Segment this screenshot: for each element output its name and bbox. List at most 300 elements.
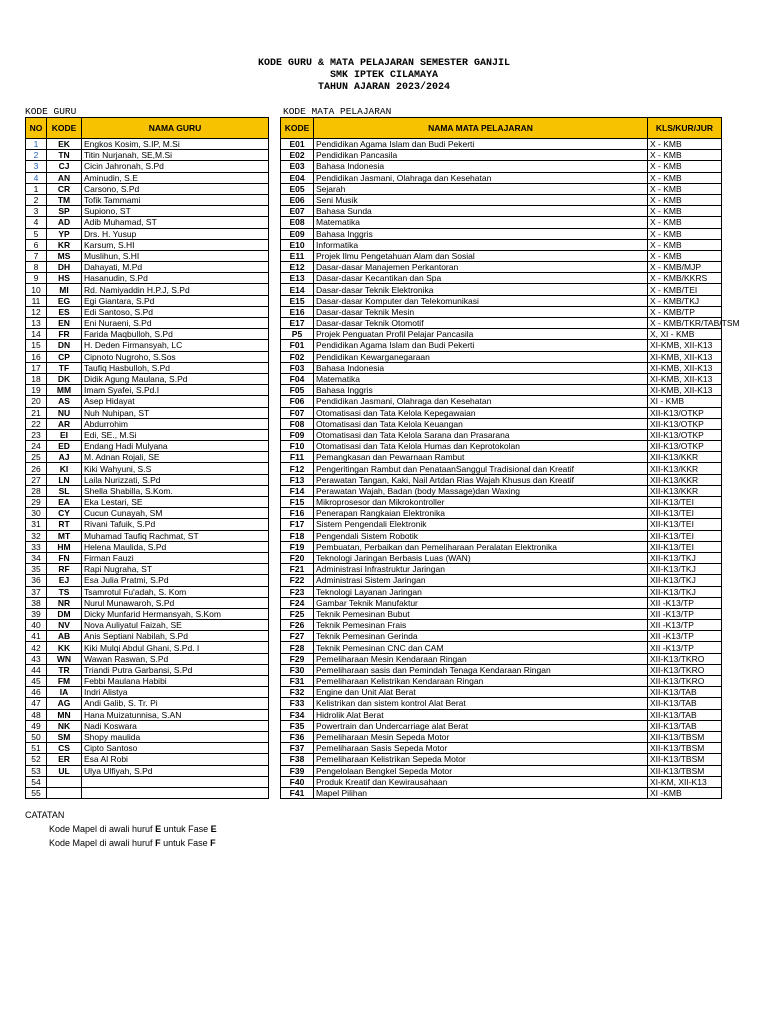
guru-cell-no: 44 (26, 664, 47, 675)
guru-cell-no: 21 (26, 407, 47, 418)
mapel-cell-kls: XII-K13/OTKP (648, 429, 722, 440)
guru-cell-nama: Cipto Santoso (82, 743, 269, 754)
guru-cell-nama: Laila Nurizzati, S.Pd (82, 474, 269, 485)
mapel-cell-nama: Mikroprosesor dan Mikrokontroller (314, 497, 648, 508)
document-title (0, 58, 768, 94)
guru-cell-kode: SM (47, 731, 82, 742)
guru-cell-kode: TS (47, 586, 82, 597)
guru-cell-nama: Eka Lestari, SE (82, 497, 269, 508)
guru-cell-nama: M. Adnan Rojali, SE (82, 452, 269, 463)
guru-cell-nama: Ulya Ulfiyah, S.Pd (82, 765, 269, 776)
guru-cell-kode: ED (47, 441, 82, 452)
mapel-cell-nama: Matematika (314, 217, 648, 228)
guru-cell-no: 11 (26, 295, 47, 306)
guru-table (25, 117, 269, 799)
guru-cell-kode: KI (47, 463, 82, 474)
mapel-cell-nama: Produk Kreatif dan Kewirausahaan (314, 776, 648, 787)
mapel-cell-nama: Bahasa Inggris (314, 385, 648, 396)
mapel-cell-kls: XII-K13/TAB (648, 720, 722, 731)
mapel-cell-kls: X - KMB (648, 150, 722, 161)
guru-cell-nama: H. Deden Firmansyah, LC (82, 340, 269, 351)
guru-cell-no: 35 (26, 564, 47, 575)
mapel-cell-kode: F20 (281, 552, 314, 563)
mapel-cell-kls: XII-K13/OTKP (648, 407, 722, 418)
mapel-cell-kode: F08 (281, 418, 314, 429)
mapel-cell-kode: F07 (281, 407, 314, 418)
mapel-cell-nama: Sistem Pengendali Elektronik (314, 519, 648, 530)
guru-cell-no: 20 (26, 396, 47, 407)
mapel-cell-kode: F35 (281, 720, 314, 731)
mapel-cell-kls: XII-K13/TKJ (648, 564, 722, 575)
mapel-cell-kls: XI-KMB, XII-K13 (648, 351, 722, 362)
mapel-cell-nama: Dasar-dasar Teknik Mesin (314, 306, 648, 317)
guru-cell-no: 1 (26, 183, 47, 194)
guru-cell-no: 41 (26, 631, 47, 642)
mapel-cell-kode: F39 (281, 765, 314, 776)
table-row (26, 217, 269, 228)
guru-cell-nama: Triandi Putra Garbansi, S.Pd (82, 664, 269, 675)
mapel-cell-nama: Teknik Pemesinan CNC dan CAM (314, 642, 648, 653)
mapel-cell-kls: XII-K13/TKJ (648, 575, 722, 586)
guru-cell-nama: Tsamrotul Fu'adah, S. Kom (82, 586, 269, 597)
mapel-cell-kode: E07 (281, 206, 314, 217)
mapel-cell-nama: Pemeliharaan Kelistrikan Sepeda Motor (314, 754, 648, 765)
mapel-cell-kode: F26 (281, 620, 314, 631)
mapel-cell-nama: Otomatisasi dan Tata Kelola Sarana dan Prasarana (314, 429, 648, 440)
guru-cell-nama: Asep Hidayat (82, 396, 269, 407)
mapel-cell-nama: Perawatan Wajah, Badan (body Massage)dan Waxing (314, 485, 648, 496)
guru-cell-nama: Nurul Munawaroh, S.Pd (82, 597, 269, 608)
mapel-cell-kode: E09 (281, 228, 314, 239)
table-row (26, 150, 269, 161)
mapel-cell-nama: Otomatisasi dan Tata Kelola Kepegawaian (314, 407, 648, 418)
guru-cell-nama: Indri Alistya (82, 687, 269, 698)
mapel-cell-nama: Pendidikan Pancasila (314, 150, 648, 161)
guru-cell-kode: DH (47, 262, 82, 273)
guru-cell-kode: CP (47, 351, 82, 362)
table-row (26, 485, 269, 496)
table-row (26, 385, 269, 396)
mapel-cell-kode: F03 (281, 362, 314, 373)
title-line-3: TAHUN AJARAN 2023/2024 (317, 82, 451, 93)
mapel-cell-nama: Administrasi Sistem Jaringan (314, 575, 648, 586)
guru-cell-no: 34 (26, 552, 47, 563)
table-row (281, 709, 722, 720)
mapel-cell-kls: XII-K13/TKJ (648, 586, 722, 597)
table-row (281, 653, 722, 664)
guru-cell-nama: Abdurrohim (82, 418, 269, 429)
mapel-cell-nama: Pengelolaan Bengkel Sepeda Motor (314, 765, 648, 776)
guru-cell-nama: Anis Septiani Nabilah, S.Pd (82, 631, 269, 642)
mapel-cell-kode: F06 (281, 396, 314, 407)
guru-cell-kode: TN (47, 150, 82, 161)
guru-cell-nama: Nuh Nuhipan, ST (82, 407, 269, 418)
mapel-cell-kls: XII -K13/TP (648, 608, 722, 619)
note-text: Kode Mapel di awali huruf (49, 824, 156, 834)
guru-cell-kode: FN (47, 552, 82, 563)
mapel-cell-nama: Penerapan Rangkaian Elektronika (314, 508, 648, 519)
mapel-cell-nama: Informatika (314, 239, 648, 250)
table-row (26, 194, 269, 205)
table-row (26, 743, 269, 754)
guru-cell-kode: TR (47, 664, 82, 675)
mapel-cell-kls: X - KMB (648, 194, 722, 205)
table-row (26, 452, 269, 463)
note-text: untuk Fase (160, 838, 211, 848)
mapel-cell-kode: F13 (281, 474, 314, 485)
mapel-cell-nama: Pendidikan Kewarganegaraan (314, 351, 648, 362)
table-row (281, 720, 722, 731)
table-row (26, 709, 269, 720)
table-row (281, 642, 722, 653)
guru-cell-kode: NU (47, 407, 82, 418)
guru-cell-no: 3 (26, 161, 47, 172)
guru-cell-nama: Hasanudin, S.Pd (82, 273, 269, 284)
mapel-cell-nama: Pemeliharaan sasis dan Pemindah Tenaga Kendaraan Ringan (314, 664, 648, 675)
mapel-cell-nama: Matematika (314, 373, 648, 384)
guru-cell-nama (82, 776, 269, 787)
guru-cell-no: 5 (26, 228, 47, 239)
mapel-cell-kode: F04 (281, 373, 314, 384)
table-row (281, 295, 722, 306)
guru-cell-nama: Farida Maqbulloh, S.Pd (82, 329, 269, 340)
table-row (26, 765, 269, 776)
mapel-cell-nama: Pengeritingan Rambut dan PenataanSanggul Tradisional dan Kreatif (314, 463, 648, 474)
table-row (26, 295, 269, 306)
mapel-cell-kode: F15 (281, 497, 314, 508)
guru-cell-nama: Wawan Raswan, S.Pd (82, 653, 269, 664)
guru-cell-no: 38 (26, 597, 47, 608)
header-no: NO (26, 118, 47, 139)
guru-cell-no: 1 (26, 139, 47, 150)
guru-cell-kode: ES (47, 306, 82, 317)
mapel-cell-nama: Pengendali Sistem Robotik (314, 530, 648, 541)
table-row (281, 664, 722, 675)
table-row (281, 396, 722, 407)
mapel-table (280, 117, 740, 799)
mapel-cell-kls: X - KMB (648, 206, 722, 217)
table-row (26, 541, 269, 552)
table-row (281, 552, 722, 563)
mapel-cell-kls: XII-K13/TEI (648, 508, 722, 519)
guru-cell-kode: AS (47, 396, 82, 407)
table-row (281, 765, 722, 776)
mapel-cell-kode: F22 (281, 575, 314, 586)
mapel-cell-kls: XII-K13/KKR (648, 474, 722, 485)
guru-cell-no: 28 (26, 485, 47, 496)
guru-cell-nama: Esa Julia Pratmi, S.Pd (82, 575, 269, 586)
mapel-cell-nama: Otomatisasi dan Tata Kelola Keuangan (314, 418, 648, 429)
mapel-cell-nama: Perawatan Tangan, Kaki, Nail Artdan Rias Wajah Khusus dan Kreatif (314, 474, 648, 485)
guru-cell-kode: CY (47, 508, 82, 519)
guru-cell-kode: YP (47, 228, 82, 239)
table-row (26, 429, 269, 440)
table-row (26, 586, 269, 597)
table-row (26, 519, 269, 530)
table-row (281, 385, 722, 396)
table-row (26, 396, 269, 407)
header-kls-kur-jur: KLS/KUR/JUR (648, 118, 722, 139)
mapel-cell-kode: F25 (281, 608, 314, 619)
guru-cell-nama: Engkos Kosim, S.IP, M.Si (82, 139, 269, 150)
table-row (26, 664, 269, 675)
mapel-cell-nama: Pemangkasan dan Pewarnaan Rambut (314, 452, 648, 463)
mapel-cell-kode: P5 (281, 329, 314, 340)
mapel-cell-kls: X - KMB (648, 183, 722, 194)
guru-cell-nama: Taufiq Hasbulloh, S.Pd (82, 362, 269, 373)
table-row (26, 474, 269, 485)
guru-cell-no: 48 (26, 709, 47, 720)
guru-cell-no: 13 (26, 318, 47, 329)
guru-cell-kode: NR (47, 597, 82, 608)
table-row (26, 373, 269, 384)
mapel-cell-kode: F27 (281, 631, 314, 642)
table-row (281, 541, 722, 552)
table-row (281, 608, 722, 619)
table-row (26, 329, 269, 340)
guru-cell-nama: Supiono, ST (82, 206, 269, 217)
guru-cell-no: 51 (26, 743, 47, 754)
guru-cell-no: 7 (26, 250, 47, 261)
table-row (281, 441, 722, 452)
guru-cell-kode: AN (47, 172, 82, 183)
guru-cell-nama: Rd. Namiyaddin H.P.J, S.Pd (82, 284, 269, 295)
mapel-cell-kode: E14 (281, 284, 314, 295)
mapel-cell-kls: XII -K13/TP (648, 631, 722, 642)
mapel-cell-nama: Dasar-dasar Teknik Otomotif (314, 318, 648, 329)
mapel-cell-nama: Teknik Pemesinan Bubut (314, 608, 648, 619)
mapel-cell-kls: XI -KMB (648, 787, 722, 798)
mapel-cell-kode: F17 (281, 519, 314, 530)
mapel-cell-nama: Mapel Pilihan (314, 787, 648, 798)
mapel-cell-kode: F11 (281, 452, 314, 463)
table-row (26, 306, 269, 317)
guru-cell-nama: Egi Giantara, S.Pd (82, 295, 269, 306)
guru-cell-nama: Muslihun, S.HI (82, 250, 269, 261)
guru-cell-no: 22 (26, 418, 47, 429)
mapel-cell-kode: F10 (281, 441, 314, 452)
table-row (26, 228, 269, 239)
mapel-cell-kls: X - KMB (648, 239, 722, 250)
guru-cell-nama: Imam Syafei, S.Pd.I (82, 385, 269, 396)
table-row (281, 273, 722, 284)
table-row (281, 161, 722, 172)
mapel-cell-kode: E01 (281, 139, 314, 150)
mapel-cell-kls: X - KMB (648, 139, 722, 150)
table-row (26, 273, 269, 284)
guru-cell-kode: NK (47, 720, 82, 731)
guru-cell-no: 3 (26, 206, 47, 217)
table-row (26, 720, 269, 731)
mapel-cell-kls: XI-KMB, XII-K13 (648, 340, 722, 351)
table-row (281, 418, 722, 429)
guru-cell-kode: MN (47, 709, 82, 720)
mapel-cell-kls: X - KMB/KKRS (648, 273, 722, 284)
guru-cell-nama: Shopy maulida (82, 731, 269, 742)
note-phase: F (210, 838, 216, 848)
mapel-cell-kls: XII-K13/TKRO (648, 676, 722, 687)
table-row (281, 474, 722, 485)
guru-cell-kode: CS (47, 743, 82, 754)
guru-cell-kode: AD (47, 217, 82, 228)
mapel-cell-kls: XII -K13/TP (648, 620, 722, 631)
mapel-cell-kode: E17 (281, 318, 314, 329)
mapel-cell-kode: E03 (281, 161, 314, 172)
guru-cell-kode: MM (47, 385, 82, 396)
guru-cell-kode: EJ (47, 575, 82, 586)
mapel-cell-nama: Engine dan Unit Alat Berat (314, 687, 648, 698)
table-row (26, 620, 269, 631)
mapel-cell-kls: X - KMB (648, 217, 722, 228)
mapel-cell-nama: Gambar Teknik Manufaktur (314, 597, 648, 608)
table-row (26, 597, 269, 608)
guru-cell-kode (47, 787, 82, 798)
table-row (26, 351, 269, 362)
guru-cell-nama (82, 787, 269, 798)
table-row (281, 239, 722, 250)
note-line-1 (25, 822, 217, 836)
guru-cell-kode: EA (47, 497, 82, 508)
guru-cell-kode: RF (47, 564, 82, 575)
table-row (281, 731, 722, 742)
mapel-cell-kode: F28 (281, 642, 314, 653)
notes-heading: CATATAN (25, 810, 65, 820)
table-row (281, 463, 722, 474)
guru-cell-nama: Dahayati, M.Pd (82, 262, 269, 273)
mapel-cell-kls: XII-K13/KKR (648, 452, 722, 463)
guru-cell-kode: AR (47, 418, 82, 429)
mapel-cell-kls: XII-K13/TKJ (648, 552, 722, 563)
mapel-cell-kode: F02 (281, 351, 314, 362)
mapel-cell-kls: X - KMB/TEI (648, 284, 722, 295)
mapel-cell-kls: XII-K13/OTKP (648, 418, 722, 429)
mapel-cell-nama: Pembuatan, Perbaikan dan Pemeliharaan Peralatan Elektronika (314, 541, 648, 552)
mapel-cell-kls: X - KMB (648, 172, 722, 183)
mapel-cell-kls: XII-K13/TBSM (648, 731, 722, 742)
table-row (26, 161, 269, 172)
mapel-cell-kls: XII-K13/TBSM (648, 765, 722, 776)
guru-cell-nama: Karsum, S.HI (82, 239, 269, 250)
mapel-cell-nama: Pemeliharaan Mesin Sepeda Motor (314, 731, 648, 742)
table-row (281, 194, 722, 205)
guru-cell-kode: AJ (47, 452, 82, 463)
guru-cell-nama: Rivani Tafuik, S.Pd (82, 519, 269, 530)
table-row (26, 530, 269, 541)
guru-cell-no: 19 (26, 385, 47, 396)
mapel-cell-kls: XII-K13/TEI (648, 519, 722, 530)
mapel-cell-nama: Pendidikan Jasmani, Olahraga dan Kesehatan (314, 172, 648, 183)
guru-cell-nama: Endang Hadi Mulyana (82, 441, 269, 452)
table-row (26, 441, 269, 452)
guru-cell-nama: Eni Nuraeni, S.Pd (82, 318, 269, 329)
note-text: untuk Fase (161, 824, 211, 834)
mapel-cell-nama: Pemeliharaan Sasis Sepeda Motor (314, 743, 648, 754)
guru-cell-kode: MI (47, 284, 82, 295)
table-row (26, 206, 269, 217)
guru-cell-kode: SL (47, 485, 82, 496)
guru-cell-no: 47 (26, 698, 47, 709)
table-row (281, 676, 722, 687)
guru-cell-no: 37 (26, 586, 47, 597)
mapel-cell-kode: E04 (281, 172, 314, 183)
mapel-cell-kls: XII-K13/TAB (648, 698, 722, 709)
guru-cell-nama: Andi Galib, S. Tr. Pi (82, 698, 269, 709)
mapel-cell-kls: X - KMB/TKR/TAB/TSM (648, 318, 722, 329)
table-row (26, 631, 269, 642)
guru-cell-nama: Febbi Maulana Habibi (82, 676, 269, 687)
guru-cell-kode: TM (47, 194, 82, 205)
guru-cell-kode: IA (47, 687, 82, 698)
table-row (281, 206, 722, 217)
table-row (281, 318, 722, 329)
guru-cell-no: 10 (26, 284, 47, 295)
mapel-cell-kode: F40 (281, 776, 314, 787)
table-row (26, 731, 269, 742)
mapel-cell-kls: XII-K13/TEI (648, 541, 722, 552)
title-line-2: SMK IPTEK CILAMAYA (329, 70, 439, 81)
guru-cell-no: 17 (26, 362, 47, 373)
mapel-cell-kode: E13 (281, 273, 314, 284)
mapel-cell-kls: XII -K13/TP (648, 642, 722, 653)
mapel-cell-kls: X - KMB (648, 228, 722, 239)
guru-cell-kode: EG (47, 295, 82, 306)
guru-cell-nama: Adib Muhamad, ST (82, 217, 269, 228)
mapel-cell-kode: F29 (281, 653, 314, 664)
table-row (281, 217, 722, 228)
mapel-cell-nama: Administrasi Infrastruktur Jaringan (314, 564, 648, 575)
guru-cell-no: 45 (26, 676, 47, 687)
guru-cell-kode: DN (47, 340, 82, 351)
guru-cell-kode: CR (47, 183, 82, 194)
mapel-cell-nama: Otomatisasi dan Tata Kelola Humas dan Keprotokolan (314, 441, 648, 452)
guru-cell-nama: Cipnoto Nugroho, S.Sos (82, 351, 269, 362)
table-row (281, 284, 722, 295)
table-row (26, 653, 269, 664)
guru-cell-nama: Edi, SE., M.Si (82, 429, 269, 440)
mapel-cell-kode: E05 (281, 183, 314, 194)
guru-cell-kode: LN (47, 474, 82, 485)
guru-cell-no: 33 (26, 541, 47, 552)
guru-cell-kode: MS (47, 250, 82, 261)
mapel-cell-nama: Hidrolik Alat Berat (314, 709, 648, 720)
header-nama-mapel: NAMA MATA PELAJARAN (314, 118, 648, 139)
guru-cell-kode: UL (47, 765, 82, 776)
table-row (281, 519, 722, 530)
guru-cell-kode: DM (47, 608, 82, 619)
guru-cell-nama: Edi Santoso, S.Pd (82, 306, 269, 317)
table-row (281, 172, 722, 183)
guru-cell-kode: DK (47, 373, 82, 384)
table-row (26, 508, 269, 519)
table-row (26, 754, 269, 765)
mapel-cell-nama: Teknik Pemesinan Frais (314, 620, 648, 631)
mapel-cell-kode: F33 (281, 698, 314, 709)
table-row (281, 631, 722, 642)
guru-cell-kode: NV (47, 620, 82, 631)
header-kode-mapel: KODE (281, 118, 314, 139)
mapel-cell-kls: X - KMB (648, 250, 722, 261)
guru-cell-no: 23 (26, 429, 47, 440)
mapel-cell-kode: F12 (281, 463, 314, 474)
table-row (281, 250, 722, 261)
mapel-cell-kls: X - KMB (648, 161, 722, 172)
mapel-cell-nama: Pendidikan Agama Islam dan Budi Pekerti (314, 139, 648, 150)
mapel-cell-nama: Seni Musik (314, 194, 648, 205)
table-row (281, 362, 722, 373)
table-row (281, 698, 722, 709)
guru-cell-nama: Drs. H. Yusup (82, 228, 269, 239)
mapel-cell-kode: F41 (281, 787, 314, 798)
